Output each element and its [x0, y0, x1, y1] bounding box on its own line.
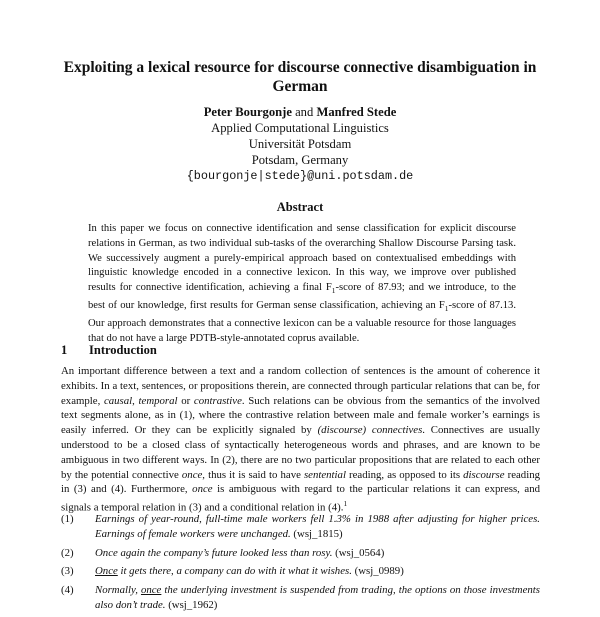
example-item	[61, 564, 540, 579]
paper-title: Exploiting a lexical resource for discourse connective disambiguation in German	[63, 59, 537, 95]
emphasis: once	[192, 483, 213, 496]
example-source: (wsj_1962)	[168, 598, 218, 611]
connective-underlined: once	[140, 584, 162, 597]
example-text	[95, 583, 540, 613]
intro-paragraph	[61, 364, 540, 516]
example-label: (2)	[61, 546, 74, 559]
abstract-body	[88, 222, 516, 347]
example-item	[61, 583, 540, 613]
emphasis: causal	[103, 394, 133, 407]
abstract-heading: Abstract	[276, 200, 324, 214]
body-text: , thus it is said to have	[202, 468, 304, 481]
affiliation-line: Universität Potsdam	[248, 137, 352, 151]
body-text: reading, as opposed to its	[345, 468, 464, 481]
body-text: is ambiguous with regard to the particular relations it can express, and signals a temporal relation in (3) and a conditional relation in (4).	[61, 483, 541, 514]
example-text	[95, 564, 540, 579]
example-text	[95, 546, 540, 561]
example-prefix: Normally,	[95, 584, 141, 597]
example-sentence: it gets there, a company can do with it what it wishes.	[117, 565, 352, 578]
body-text: or	[177, 394, 194, 407]
abstract-text: -score of 87.93; and we introduce, to the best of our knowledge, first results for German sense classification, achieving an F	[88, 282, 516, 312]
body-text: ,	[132, 394, 139, 407]
author-email: {bourgonje|stede}@uni.potsdam.de	[186, 169, 414, 183]
example-sentence: Once again the company’s future looked less than rosy.	[95, 546, 333, 559]
emphasis: (discourse) connectives	[317, 424, 423, 437]
example-sentence: the underlying investment is suspended from trading, the options on those investments also don’t trade.	[95, 584, 540, 611]
emphasis: sentential	[303, 468, 346, 481]
author-line	[0, 104, 600, 120]
example-sentence: Earnings of year-round, full-time male workers fell 1.3% in 1988 after adjusting for higher prices. Earnings of female workers were unchanged.	[95, 513, 540, 540]
example-source: (wsj_0989)	[354, 565, 404, 578]
emphasis: temporal	[138, 394, 178, 407]
body-text: . Such relations can be obvious from the semantics of the involved text segments alone, as in (1), where the contrastive relation between male and female worker’s earnings is easily inferred. Or they can be explicitly signaled by	[61, 394, 540, 437]
author-block	[0, 104, 600, 184]
affiliation-line: Potsdam, Germany	[251, 153, 349, 167]
subscript: 1	[331, 286, 336, 296]
example-item	[61, 512, 540, 542]
author-joiner: and	[295, 105, 314, 119]
example-source: (wsj_0564)	[335, 546, 385, 559]
body-text: reading in (3) and (4). Furthermore,	[61, 468, 540, 496]
connective-underlined: Once	[95, 565, 118, 578]
section-heading	[61, 343, 157, 358]
emphasis: contrastive	[193, 394, 242, 407]
example-text	[95, 512, 540, 542]
abstract-text: In this paper we focus on connective identification and sense classification for explicit discourse relations in German, as two individual sub-tasks of the overarching Shallow Discourse Parsing task. We successively augment a purely-empirical approach based on contextualised embeddings with linguistic knowledge encoded in a connective lexicon. In this way, we improve over published results for connective identification, achieving a final F	[88, 223, 516, 294]
section-title: Introduction	[89, 343, 157, 357]
footnote-mark: 1	[343, 499, 348, 509]
example-label: (4)	[61, 584, 74, 597]
affiliation-line: Applied Computational Linguistics	[211, 121, 389, 135]
subscript: 1	[444, 304, 449, 314]
emphasis: once	[181, 468, 203, 481]
example-label: (3)	[61, 565, 74, 578]
author-name: Peter Bourgonje	[203, 105, 292, 119]
example-item	[61, 546, 540, 561]
body-text: An important difference between a text and a random collection of sentences is the amount of coherence it exhibits. In a text, sentences, or propositions therein, are connected through particular relations that can be, for example,	[61, 365, 540, 407]
author-name: Manfred Stede	[316, 105, 397, 119]
body-text: . Connectives are usually understood to be a closed class of syntactically heterogeneous words and phrases, and are known to be ambiguous in two different ways. In (2), there are no two particular propositions that are related to each other by the potential connective	[61, 424, 540, 481]
emphasis: discourse	[463, 468, 505, 481]
abstract-text: -score of 87.13. Our approach demonstrates that a connective lexicon can be a valuable resource for those languages that do not have a large PDTB-style-annotated coprus available.	[88, 300, 516, 344]
section-number: 1	[61, 343, 68, 357]
example-label: (1)	[61, 513, 74, 525]
example-list	[61, 512, 540, 617]
example-source: (wsj_1815)	[293, 527, 343, 540]
